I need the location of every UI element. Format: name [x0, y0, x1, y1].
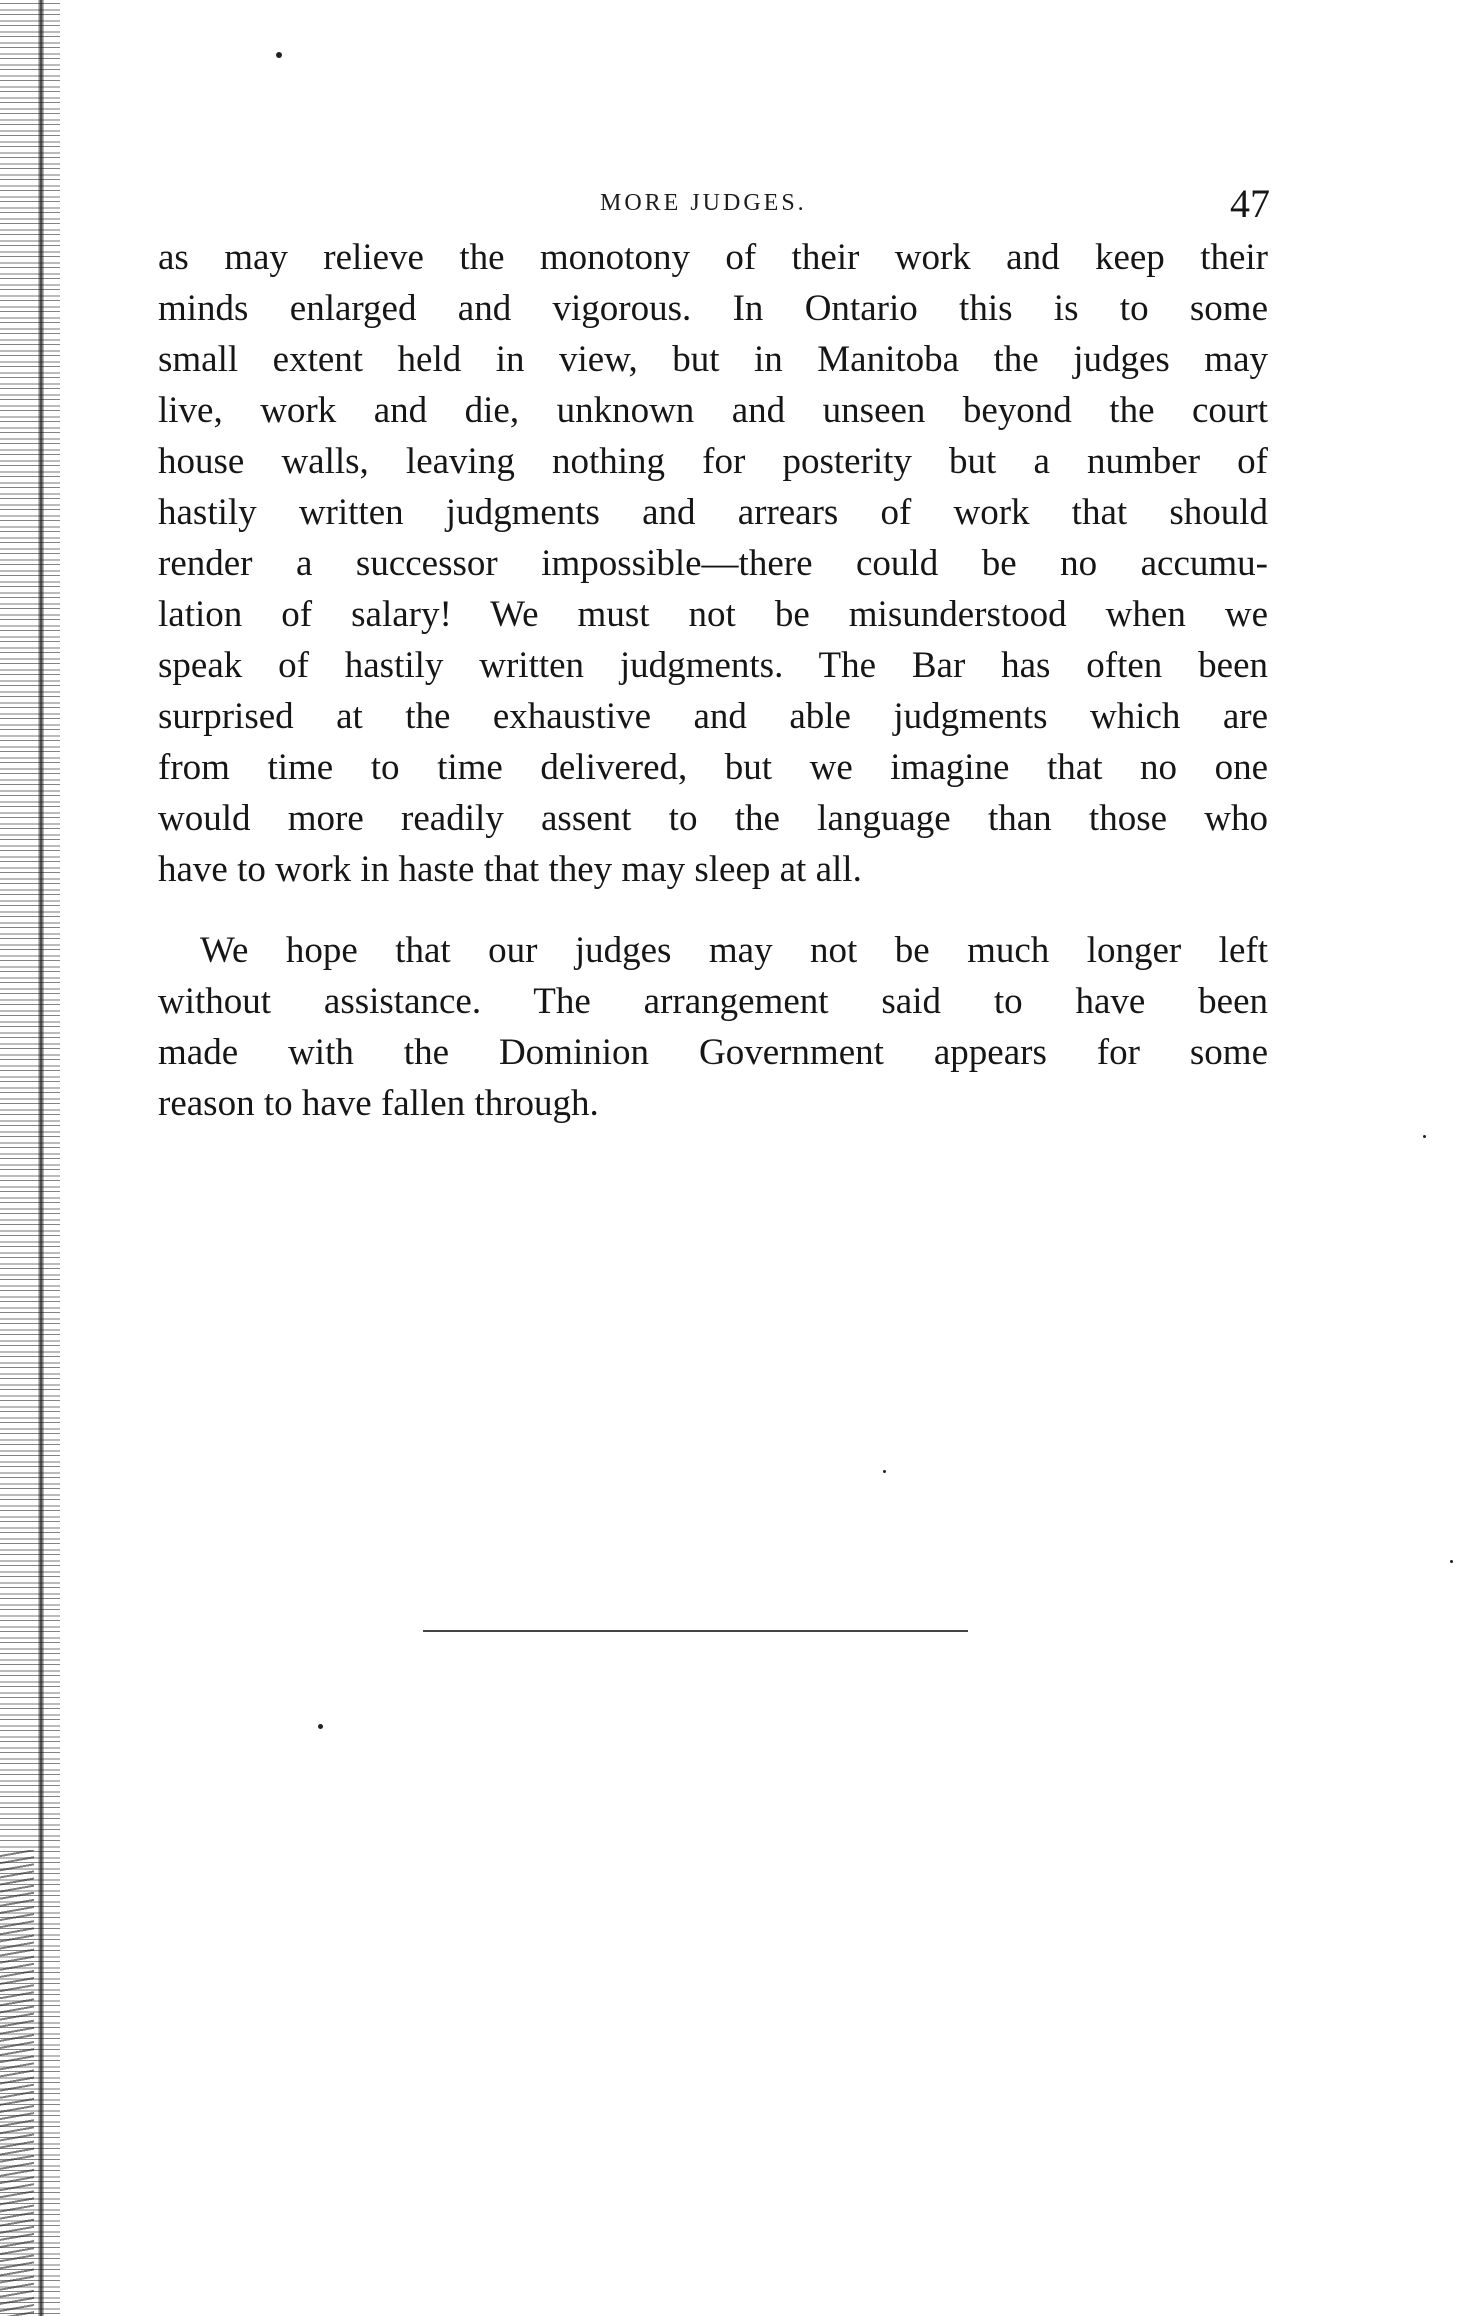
page-number: 47	[1230, 181, 1270, 226]
scan-speck	[883, 1470, 886, 1473]
paragraph	[158, 232, 1268, 895]
text-line: live, work and die, unknown and unseen beyond the court	[158, 390, 1268, 431]
running-head-title: MORE JUDGES.	[600, 190, 807, 216]
text-line: minds enlarged and vigorous. In Ontario this is to some	[158, 288, 1268, 329]
paragraph	[158, 925, 1268, 1129]
text-line: have to work in haste that they may sleep at all.	[158, 849, 862, 890]
text-line: render a successor impossible—there could be no accumu-	[158, 543, 1268, 584]
text-line: without assistance. The arrangement said to have been	[158, 981, 1268, 1022]
text-line: as may relieve the monotony of their work and keep their	[158, 237, 1268, 278]
text-line: surprised at the exhaustive and able judgments which are	[158, 696, 1268, 737]
binding-gutter-line	[38, 0, 44, 2316]
text-line: would more readily assent to the language than those who	[158, 798, 1268, 839]
text-line: made with the Dominion Government appears for some	[158, 1032, 1268, 1073]
text-line: We hope that our judges may not be much longer left	[200, 930, 1268, 971]
scan-speck	[276, 52, 282, 58]
text-line: from time to time delivered, but we imagine that no one	[158, 747, 1268, 788]
body-text	[158, 232, 1268, 1129]
text-line: speak of hastily written judgments. The Bar has often been	[158, 645, 1268, 686]
text-line: reason to have fallen through.	[158, 1083, 599, 1124]
text-line: house walls, leaving nothing for posterity but a number of	[158, 441, 1268, 482]
scan-speck	[1423, 1135, 1426, 1138]
binding-fray-marks	[0, 1850, 34, 2316]
text-line: hastily written judgments and arrears of work that should	[158, 492, 1268, 533]
scan-speck	[1450, 1560, 1453, 1563]
running-head	[160, 181, 1270, 236]
section-end-rule	[423, 1630, 968, 1632]
scan-speck	[318, 1724, 323, 1729]
text-line: small extent held in view, but in Manitoba the judges may	[158, 339, 1268, 380]
text-line: lation of salary! We must not be misunderstood when we	[158, 594, 1268, 635]
